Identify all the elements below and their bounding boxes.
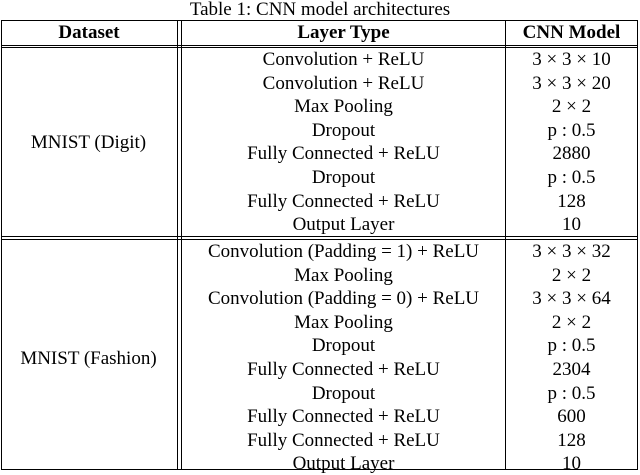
layer-type-cell: Convolution (Padding = 0) + ReLU	[207, 288, 480, 310]
layer-type-cell: Fully Connected + ReLU	[247, 359, 440, 380]
layer-type-cell: Fully Connected + ReLU	[247, 143, 440, 165]
cnn-model-cell: 10	[562, 453, 581, 475]
cnn-model-cell: 3 × 3 × 32	[532, 241, 611, 262]
cnn-model-cell: 2 × 2	[551, 264, 592, 286]
header-layer-type: Layer Type	[297, 22, 390, 43]
layer-type-cell: Fully Connected + ReLU	[247, 429, 440, 451]
cnn-model-cell: p : 0.5	[547, 119, 596, 141]
cnn-model-cell: 2 × 2	[551, 96, 592, 118]
layer-type-cell: Fully Connected + ReLU	[247, 190, 440, 212]
cnn-model-cell: p : 0.5	[547, 167, 596, 188]
layer-type-cell: Output Layer	[292, 214, 395, 236]
cnn-model-cell: 10	[562, 214, 581, 236]
cnn-model-cell: 3 × 3 × 10	[532, 49, 611, 70]
cnn-model-cell: 3 × 3 × 20	[532, 72, 611, 94]
cnn-model-cell: 3 × 3 × 64	[532, 288, 611, 310]
layer-type-cell: Dropout	[311, 167, 376, 188]
cnn-model-cell: 2304	[552, 359, 591, 380]
cnn-model-cell: 128	[557, 190, 586, 212]
layer-type-cell: Fully Connected + ReLU	[247, 406, 440, 428]
cnn-model-cell: p : 0.5	[547, 335, 596, 357]
table-right-border	[637, 20, 638, 470]
layer-type-cell: Convolution (Padding = 1) + ReLU	[207, 241, 480, 262]
dataset-label: MNIST (Fashion)	[20, 347, 157, 369]
layer-type-cell: Convolution + ReLU	[262, 72, 425, 94]
layer-type-cell: Convolution + ReLU	[262, 49, 425, 70]
cnn-model-cell: 600	[557, 406, 586, 428]
dataset-column-rule	[177, 20, 178, 470]
cnn-model-cell: 2880	[552, 143, 591, 165]
layer-type-cell: Dropout	[311, 382, 376, 404]
table-left-border	[1, 20, 2, 470]
layer-type-cell: Output Layer	[292, 453, 395, 475]
header-dataset: Dataset	[58, 22, 120, 43]
table-caption: Table 1: CNN model architectures	[189, 0, 451, 20]
cnn-model-cell: p : 0.5	[547, 382, 596, 404]
layer-type-cell: Dropout	[311, 335, 376, 357]
header-rule	[1, 45, 637, 46]
layer-type-cell: Dropout	[311, 119, 376, 141]
cnn-model-cell: 128	[557, 429, 586, 451]
layer-type-cell: Max Pooling	[294, 311, 393, 333]
layer-type-cell: Max Pooling	[294, 96, 393, 118]
header-cnn-model: CNN Model	[522, 22, 621, 43]
layer-type-cell: Max Pooling	[294, 264, 393, 286]
dataset-label: MNIST (Digit)	[30, 131, 147, 153]
cnn-model-cell: 2 × 2	[551, 311, 592, 333]
